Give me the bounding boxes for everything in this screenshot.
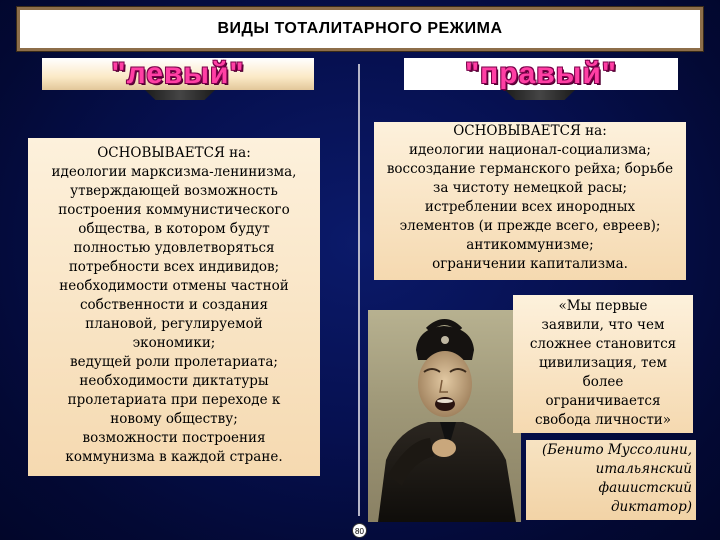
left-line: плановой, регулируемой [85, 316, 263, 332]
left-line: построения коммунистического [58, 202, 290, 218]
left-line: возможности построения [82, 430, 266, 446]
left-line: собственности и создания [79, 297, 269, 313]
quote-line: «Мы первые [558, 298, 648, 314]
left-line: новому обществу; [110, 411, 238, 427]
left-banner [42, 58, 314, 90]
left-line: ОСНОВЫВАЕТСЯ на: [97, 145, 251, 161]
slide-header [16, 6, 704, 52]
left-line: экономики; [132, 335, 216, 351]
left-line: коммунизма в каждой стране. [65, 449, 283, 465]
attribution-line: (Бенито Муссолини, [541, 442, 692, 458]
left-banner-ribbon [145, 90, 215, 100]
attribution-line: фашистский [598, 480, 692, 496]
right-line: элементов (и прежде всего, евреев); [399, 218, 661, 234]
left-line: общества, в котором будут [78, 221, 270, 237]
right-line: за чистоту немецкой расы; [432, 180, 628, 196]
right-line: ограничении капитализма. [432, 256, 628, 272]
right-banner [404, 58, 678, 90]
quote-line: заявили, что чем [541, 317, 665, 333]
quote-attribution [526, 440, 696, 520]
left-line: пролетариата при переходе к [67, 392, 281, 408]
quote-line: свобода личности» [534, 412, 672, 428]
portrait-icon [368, 310, 521, 522]
right-line: идеологии национал-социализма; [409, 142, 651, 158]
left-line: ведущей роли пролетариата; [70, 354, 278, 370]
right-line: воссоздание германского рейха; борьбе [386, 161, 674, 177]
quote-line: более [582, 374, 624, 390]
right-line: антикоммунизме; [466, 237, 594, 253]
column-divider [358, 64, 360, 516]
quote-box [513, 295, 693, 433]
left-line: необходимости отмены частной [59, 278, 289, 294]
left-banner-label: "левый" [111, 57, 245, 90]
mussolini-photo [368, 310, 521, 522]
left-line: идеологии марксизма-ленинизма, [51, 164, 297, 180]
left-line: утверждающей возможность [70, 183, 278, 199]
attribution-line: итальянский [595, 461, 692, 477]
quote-line: сложнее становится [529, 336, 677, 352]
right-banner-label: "правый" [464, 57, 618, 90]
right-description [374, 122, 686, 280]
left-description [28, 138, 320, 476]
attribution-line: диктатор) [611, 499, 692, 515]
right-banner-ribbon [505, 90, 575, 100]
left-line: полностью удовлетворяться [73, 240, 275, 256]
slide-title: ВИДЫ ТОТАЛИТАРНОГО РЕЖИМА [217, 20, 503, 37]
left-line: потребности всех индивидов; [68, 259, 280, 275]
right-line: ОСНОВЫВАЕТСЯ на: [453, 123, 607, 139]
right-line: истреблении всех инородных [424, 199, 636, 215]
quote-line: ограничивается [545, 393, 661, 409]
quote-line: цивилизация, тем [539, 355, 667, 371]
left-line: необходимости диктатуры [79, 373, 269, 389]
page-number-badge: 80 [352, 523, 367, 538]
header-inner [20, 10, 700, 48]
